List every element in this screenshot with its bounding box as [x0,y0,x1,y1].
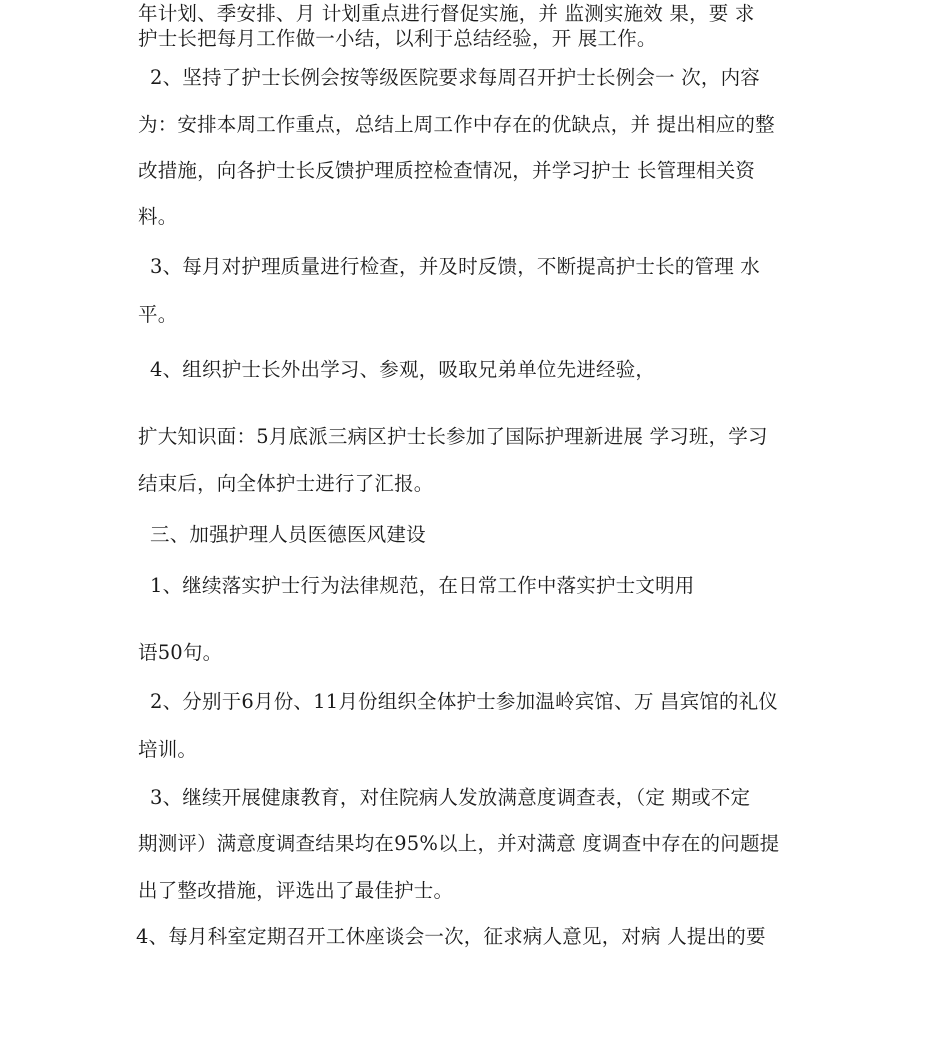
section-heading: 三、加强护理人员医德医风建设 [150,523,426,546]
text-line-7: 3、每月对护理质量进行检查，并及时反馈，不断提高护士长的管理 水 [150,255,761,278]
text-line-11: 结束后，向全体护士进行了汇报。 [138,472,434,495]
text-line-4: 为：安排本周工作重点，总结上周工作中存在的优缺点，并 提出相应的整 [138,113,775,136]
text-line-5: 改措施，向各护士长反馈护理质控检查情况，并学习护士 长管理相关资 [138,159,756,182]
text-line-1: 年计划、季安排、月 计划重点进行督促实施，并 监测实施效 果，要 求 [138,2,755,25]
text-line-3: 2、坚持了护士长例会按等级医院要求每周召开护士长例会一 次，内容 [150,66,761,89]
text-line-13: 1、继续落实护士行为法律规范，在日常工作中落实护士文明用 [150,574,695,597]
text-line-17: 3、继续开展健康教育，对住院病人发放满意度调查表，（定 期或不定 [150,786,751,809]
text-line-18: 期测评）满意度调查结果均在95%以上，并对满意 度调查中存在的问题提 [138,832,780,855]
text-line-15: 2、分别于6月份、11月份组织全体护士参加温岭宾馆、万 昌宾馆的礼仪 [150,690,779,713]
text-line-19: 出了整改措施，评选出了最佳护士。 [138,879,454,902]
text-line-6: 料。 [138,205,178,228]
text-line-9: 4、组织护士长外出学习、参观，吸取兄弟单位先进经验， [150,358,656,381]
text-line-2: 护士长把每月工作做一小结，以利于总结经验，开 展工作。 [138,27,657,50]
text-line-16: 培训。 [138,738,198,761]
text-line-14: 语50句。 [138,641,223,664]
text-line-10: 扩大知识面：5月底派三病区护士长参加了国际护理新进展 学习班，学习 [138,425,768,448]
text-line-8: 平。 [138,303,178,326]
text-line-20: 4、每月科室定期召开工休座谈会一次，征求病人意见，对病 人提出的要 [136,925,766,948]
